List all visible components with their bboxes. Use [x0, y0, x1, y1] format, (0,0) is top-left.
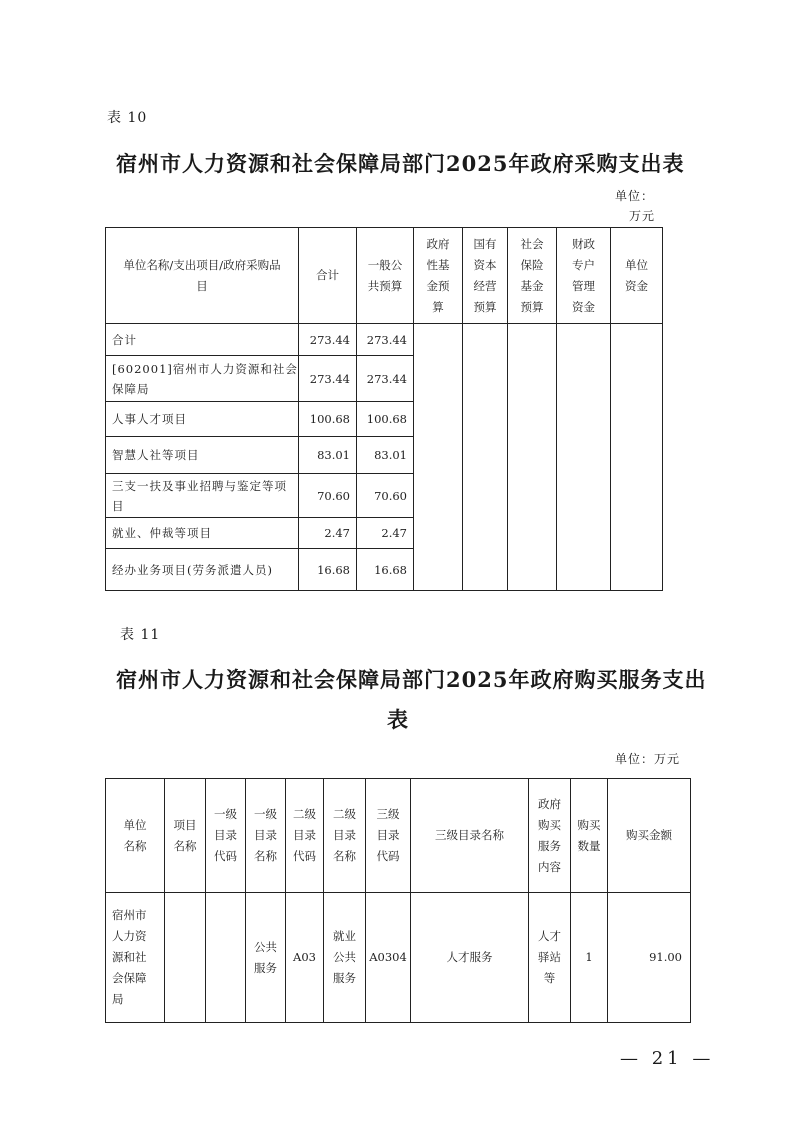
row-total: 70.60: [299, 474, 357, 518]
table11: [105, 778, 691, 1023]
row-general: 70.60: [357, 474, 414, 518]
row-general: 273.44: [357, 356, 414, 402]
table10-title: 宿州市人力资源和社会保障局部门2025年政府采购支出表: [116, 151, 685, 176]
table10-header: 一般公共预算: [357, 228, 414, 324]
cell-l2-code: A03: [286, 893, 324, 1023]
row-name: 三支一扶及事业招聘与鉴定等项目: [106, 474, 299, 518]
cell-amount: 91.00: [608, 893, 691, 1023]
table11-header: 二级目录名称: [324, 779, 366, 893]
table-row: [106, 893, 691, 1023]
row-name: 人事人才项目: [106, 402, 299, 437]
cell-l3-name: 人才服务: [411, 893, 529, 1023]
cell-l2-name: [324, 893, 366, 1023]
table11-header: 三级目录名称: [411, 779, 529, 893]
cell-content: [529, 893, 571, 1023]
table-row: [106, 324, 663, 356]
cell-l1-name: [246, 893, 286, 1023]
table11-header: 二级目录代码: [286, 779, 324, 893]
row-general: 83.01: [357, 437, 414, 474]
table11-header: 三级目录代码: [366, 779, 411, 893]
table10-unit-label: 单位：: [615, 189, 655, 203]
table10-header: 社会保险基金预算: [508, 228, 557, 324]
empty-cell: [557, 324, 611, 591]
table11-header-row: [106, 779, 691, 893]
table10-header: 财政专户管理资金: [557, 228, 611, 324]
table11-header: 项目名称: [165, 779, 206, 893]
cell-content-text: 人才驿站等: [538, 929, 561, 985]
table10-header: 单位资金: [611, 228, 663, 324]
cell-l1-code: [206, 893, 246, 1023]
empty-cell: [414, 324, 463, 591]
row-general: 2.47: [357, 518, 414, 549]
page-number: — 21 —: [620, 1048, 715, 1069]
row-general: 273.44: [357, 324, 414, 356]
table11-label: 表 11: [120, 627, 161, 643]
row-total: 273.44: [299, 324, 357, 356]
table10-header: 合计: [299, 228, 357, 324]
table11-title: 宿州市人力资源和社会保障局部门2025年政府购买服务支出: [116, 667, 707, 692]
row-total: 83.01: [299, 437, 357, 474]
table10-header-row: [106, 228, 663, 324]
row-name: 就业、仲裁等项目: [106, 518, 299, 549]
row-name: 智慧人社等项目: [106, 437, 299, 474]
cell-l2-name-text: 就业公共服务: [333, 929, 356, 985]
empty-cell: [463, 324, 508, 591]
table11-header: 购买数量: [571, 779, 608, 893]
table11-title-continued: 表: [387, 707, 409, 732]
empty-cell: [508, 324, 557, 591]
empty-cell: [611, 324, 663, 591]
cell-unit-name-text: 宿州市人力资源和社会保障局: [112, 908, 147, 1006]
table10-unit-value: 万元: [629, 209, 656, 223]
row-general: 100.68: [357, 402, 414, 437]
row-name: 经办业务项目(劳务派遣人员): [106, 549, 299, 591]
table11-header: 单位名称: [106, 779, 165, 893]
table10-header: 单位名称/支出项目/政府采购品目: [106, 228, 299, 324]
row-total: 100.68: [299, 402, 357, 437]
table11-header: 购买金额: [608, 779, 691, 893]
row-total: 2.47: [299, 518, 357, 549]
table11-header: 一级目录代码: [206, 779, 246, 893]
table11-header: 政府购买服务内容: [529, 779, 571, 893]
table10-header: 国有资本经营预算: [463, 228, 508, 324]
cell-l3-code: A0304: [366, 893, 411, 1023]
cell-l1-name-text: 公共服务: [254, 939, 277, 975]
table10-header: 政府性基金预算: [414, 228, 463, 324]
row-total: 16.68: [299, 549, 357, 591]
table11-header: 一级目录名称: [246, 779, 286, 893]
row-general: 16.68: [357, 549, 414, 591]
row-name: [602001]宿州市人力资源和社会保障局: [106, 356, 299, 402]
cell-project-name: [165, 893, 206, 1023]
table10: [105, 227, 663, 591]
table10-label: 表 10: [107, 110, 148, 126]
table11-unit: 单位：万元: [615, 752, 681, 766]
cell-unit-name: [106, 893, 165, 1023]
row-name: 合计: [106, 324, 299, 356]
cell-quantity: 1: [571, 893, 608, 1023]
row-total: 273.44: [299, 356, 357, 402]
